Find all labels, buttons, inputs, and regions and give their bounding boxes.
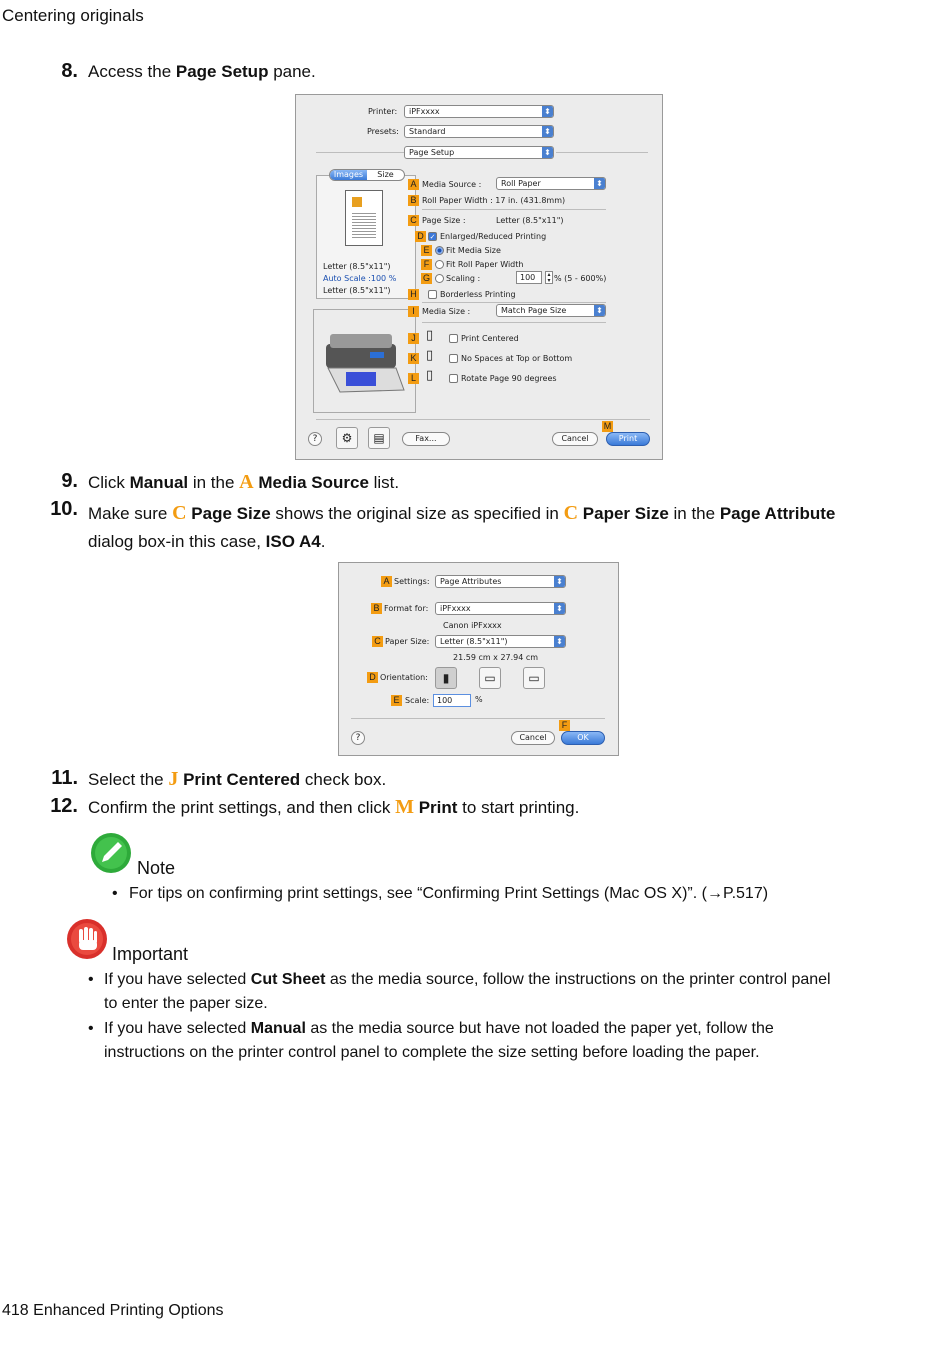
pdf-icon[interactable]: ▤ [368, 427, 390, 449]
preview-scale-text: Auto Scale :100 % [323, 274, 397, 283]
preview-panel [316, 170, 416, 299]
callout-letter: C [563, 502, 579, 524]
callout-letter: A [239, 471, 254, 493]
important-icon [66, 918, 108, 960]
fit-media-radio[interactable] [435, 246, 444, 255]
step-text: in the [668, 504, 720, 523]
note-item [112, 882, 832, 906]
divider [316, 419, 650, 420]
important-text: as the media source, follow the instructions on the printer control panel to enter the paper size. [104, 971, 831, 1012]
callout-letter: M [395, 796, 414, 818]
page-size-value: Letter (8.5"x11") [496, 216, 564, 225]
important-item [88, 968, 838, 1012]
important-text: If you have selected [104, 1020, 251, 1037]
preview-size-text: Letter (8.5"x11") [323, 286, 391, 295]
divider [316, 152, 404, 153]
step-bold: Page Setup [175, 62, 269, 81]
step-text: Click [88, 473, 130, 492]
cancel-button[interactable]: Cancel [511, 731, 555, 745]
format-subtext: Canon iPFxxxx [443, 621, 502, 630]
scaling-input[interactable]: 100 [516, 271, 542, 284]
tag-b: B [408, 195, 419, 206]
media-source-label: Media Source : [422, 180, 482, 189]
step-bold: Page Size [191, 504, 271, 523]
divider [556, 152, 648, 153]
note-text: For tips on confirming print settings, see “Confirming Print Settings (Mac OS X)”. (→P.517) [129, 885, 769, 902]
step-text: . [320, 532, 326, 551]
tag-c: C [408, 215, 419, 226]
step-text: Confirm the print settings, and then click [88, 798, 396, 817]
callout-letter: J [168, 768, 179, 790]
note-title: Note [137, 858, 176, 878]
note-icon [90, 832, 132, 874]
step-number: 9. [61, 470, 78, 492]
ok-button[interactable]: OK [561, 731, 605, 745]
printer-image [316, 322, 416, 402]
presets-select[interactable]: Standard ⬍ [404, 125, 554, 138]
preview-tabs [329, 169, 405, 181]
step-bold: Page Attribute [719, 504, 836, 523]
tag-d: D [415, 231, 426, 242]
preview-graphic [352, 197, 362, 207]
step-bold: Print Centered [183, 770, 301, 789]
tag-i: I [408, 306, 419, 317]
tab-images[interactable]: Images [330, 170, 367, 180]
step-number: 8. [61, 60, 78, 82]
bullet-dot: • [88, 1020, 94, 1037]
enlarged-label: Enlarged/Reduced Printing [440, 232, 547, 241]
page-footer: 418 Enhanced Printing Options [2, 1302, 224, 1319]
no-spaces-label: No Spaces at Top or Bottom [461, 354, 573, 363]
important-title: Important [112, 944, 189, 964]
step-bold: Paper Size [582, 504, 669, 523]
page-size-label: Page Size : [422, 216, 466, 225]
scale-unit: % [475, 695, 483, 704]
portrait-icon[interactable]: ▮ [435, 667, 457, 689]
divider [351, 718, 605, 719]
borderless-checkbox[interactable] [428, 290, 437, 299]
page-header: Centering originals [2, 6, 144, 25]
step-number: 10. [50, 498, 78, 520]
scaling-radio[interactable] [435, 274, 444, 283]
step-text: to start printing. [457, 798, 580, 817]
media-size-label: Media Size : [422, 307, 471, 316]
cancel-button[interactable]: Cancel [552, 432, 598, 446]
tag-k: K [408, 353, 419, 364]
important-item [88, 1017, 838, 1061]
tag-a: A [381, 576, 392, 587]
rotate-checkbox[interactable] [449, 374, 458, 383]
divider [422, 302, 606, 303]
bullet-dot: • [112, 885, 118, 902]
tag-b: B [371, 603, 382, 614]
presets-label: Presets: [367, 127, 399, 136]
fax-button[interactable]: Fax... [402, 432, 450, 446]
tag-c: C [372, 636, 383, 647]
enlarged-checkbox[interactable]: ✓ [429, 233, 436, 241]
printer-select[interactable]: iPFxxxx ⬍ [404, 105, 554, 118]
important-bold: Manual [250, 1020, 306, 1037]
step-bold: Manual [129, 473, 189, 492]
callout-letter: C [172, 502, 187, 524]
scaling-range: % (5 - 600%) [554, 274, 607, 283]
utility-icon[interactable]: ⚙ [336, 427, 358, 449]
print-button[interactable]: Print [606, 432, 650, 446]
page-attributes-dialog [338, 562, 619, 756]
roll-width-text: Roll Paper Width : 17 in. (431.8mm) [422, 196, 566, 205]
rotate-icon: ▯ [426, 368, 434, 383]
format-label: Format for: [384, 604, 429, 613]
scaling-stepper[interactable]: ▴ ▾ [545, 271, 553, 284]
step-11 [0, 767, 950, 791]
important-text: as the media source but have not loaded the paper yet, follow the instructions on the printer control panel to complete the size setting before loading the paper. [104, 1020, 774, 1061]
tag-m: M [603, 421, 612, 431]
media-source-select[interactable]: Roll Paper ⬍ [496, 177, 606, 190]
step-bold: Media Source [258, 473, 369, 492]
no-spaces-icon: ▯ [426, 348, 434, 363]
tag-g: G [422, 273, 430, 283]
step-text: Make sure [88, 504, 173, 523]
step-text: shows the original size as specified in [270, 504, 564, 523]
settings-label: Settings: [394, 577, 430, 586]
tag-j: J [408, 333, 419, 344]
step-text: in the [188, 473, 240, 492]
tab-size[interactable]: Size [377, 170, 394, 179]
print-centered-label: Print Centered [461, 334, 519, 343]
scaling-label: Scaling : [446, 274, 481, 283]
preview-size-text: Letter (8.5"x11") [323, 262, 391, 271]
paper-size-select[interactable]: Letter (8.5"x11") ⬍ [435, 635, 566, 648]
step-number: 12. [50, 795, 78, 817]
important-text: If you have selected [104, 971, 251, 988]
step-text: Access the [88, 62, 176, 81]
tag-h: H [408, 289, 419, 300]
bullet-dot: • [88, 971, 94, 988]
step-text: list. [368, 473, 400, 492]
print-centered-icon: ▯ [426, 328, 434, 343]
format-select[interactable]: iPFxxxx ⬍ [435, 602, 566, 615]
scale-label: Scale: [405, 696, 430, 705]
paper-size-subtext: 21.59 cm x 27.94 cm [453, 653, 539, 662]
orientation-label: Orientation: [380, 673, 428, 682]
step-number: 11. [51, 767, 78, 789]
tag-d: D [367, 672, 378, 683]
fit-media-label: Fit Media Size [446, 246, 501, 255]
tag-f: F [421, 259, 432, 270]
step-text: dialog box-in this case, [88, 532, 266, 551]
pane-select[interactable]: Page Setup ⬍ [404, 146, 554, 159]
tag-e: E [391, 695, 402, 706]
step-8 [0, 60, 950, 84]
landscape-right-icon[interactable]: ▭ [523, 667, 545, 689]
print-centered-checkbox[interactable] [449, 334, 458, 343]
divider [422, 209, 606, 210]
scale-input[interactable]: 100 [433, 694, 471, 707]
printer-label: Printer: [368, 107, 398, 116]
rotate-label: Rotate Page 90 degrees [461, 374, 557, 383]
help-button[interactable]: ? [308, 432, 322, 446]
tag-a: A [408, 179, 419, 190]
borderless-label: Borderless Printing [440, 290, 516, 299]
landscape-left-icon[interactable]: ▭ [479, 667, 501, 689]
printer-illustration [313, 309, 416, 413]
fit-roll-label: Fit Roll Paper Width [446, 260, 524, 269]
tag-f: F [559, 720, 570, 731]
no-spaces-checkbox[interactable] [449, 354, 458, 363]
step-bold: ISO A4 [265, 532, 321, 551]
media-size-select[interactable]: Match Page Size ⬍ [496, 304, 606, 317]
page-preview-image [345, 190, 383, 246]
preview-text-lines [352, 211, 376, 239]
step-10 [0, 498, 950, 552]
step-bold: Print [418, 798, 458, 817]
important-bold: Cut Sheet [250, 971, 326, 988]
step-12 [0, 795, 950, 819]
step-text: pane. [268, 62, 316, 81]
step-text: check box. [300, 770, 387, 789]
fit-roll-radio[interactable] [435, 260, 444, 269]
step-text: Select the [88, 770, 169, 789]
tag-e: E [421, 245, 432, 256]
page-setup-dialog [295, 94, 663, 460]
paper-size-label: Paper Size: [385, 637, 430, 646]
divider [422, 322, 606, 323]
tag-l: L [408, 373, 419, 384]
help-button[interactable]: ? [351, 731, 365, 745]
step-9 [0, 470, 950, 494]
settings-select[interactable]: Page Attributes ⬍ [435, 575, 566, 588]
